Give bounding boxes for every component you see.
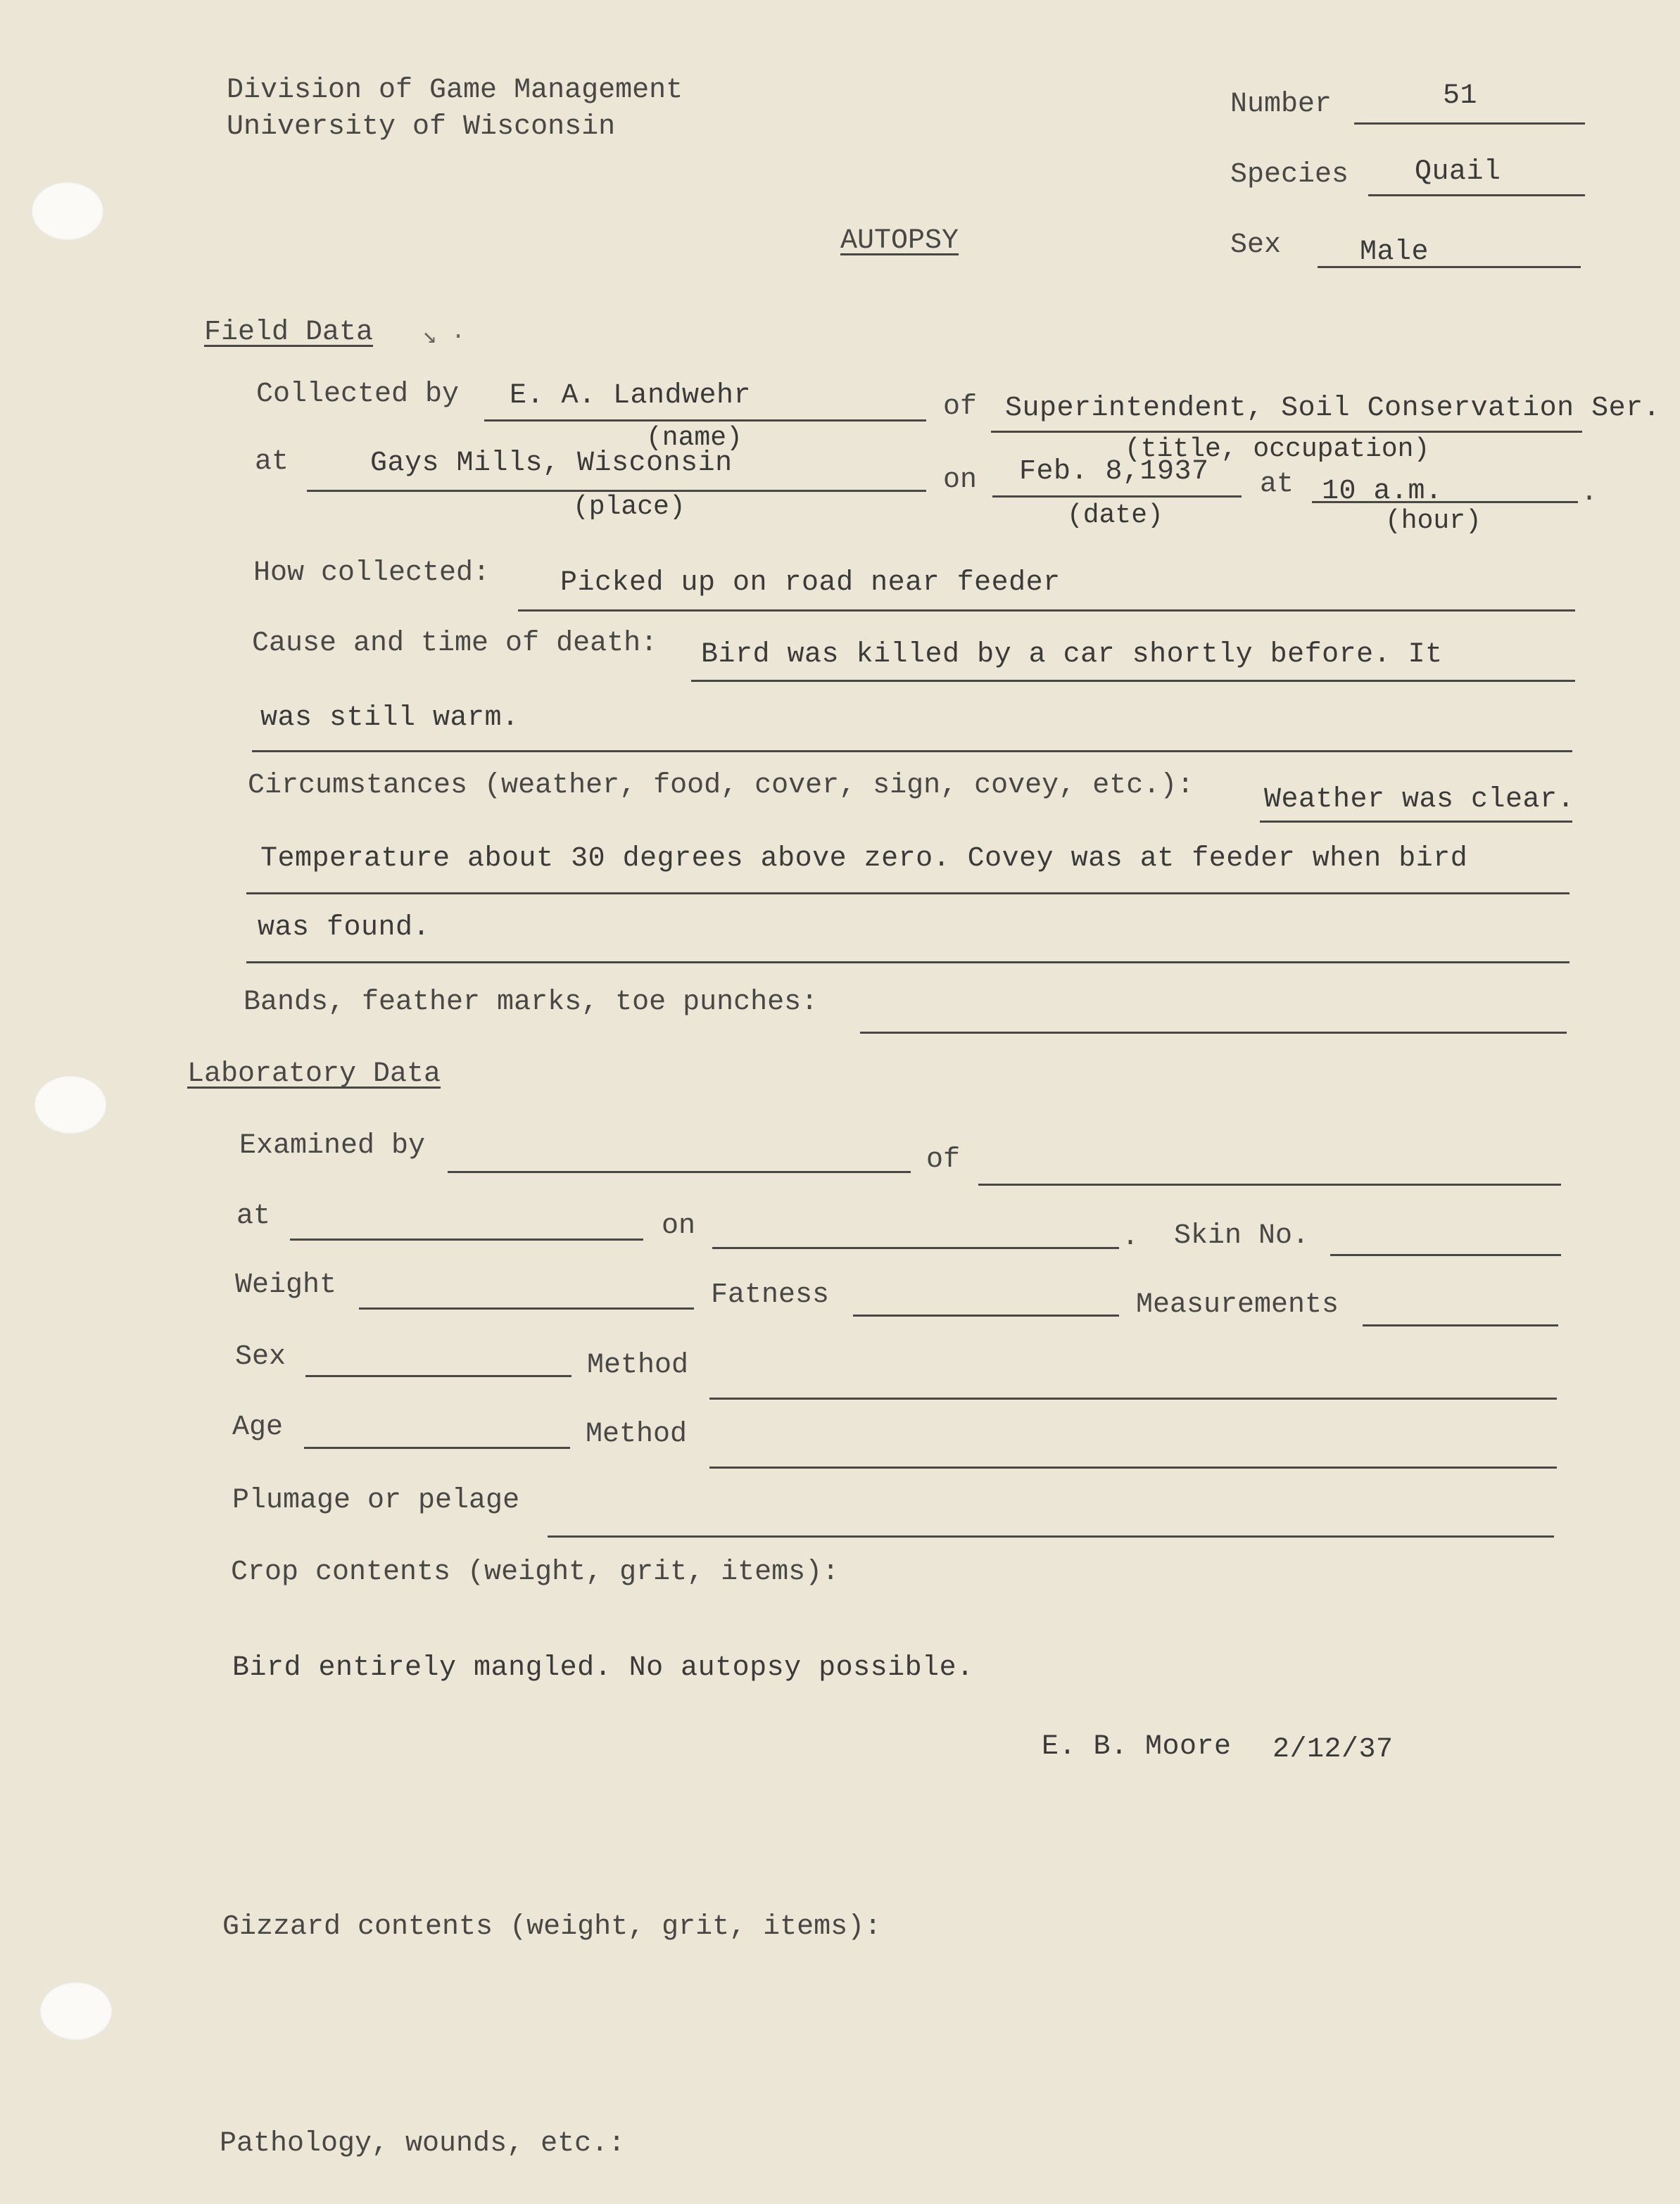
fatness-line xyxy=(853,1315,1119,1317)
of-line xyxy=(991,431,1582,433)
circumstances-value-line1: Weather was clear. xyxy=(1264,784,1575,816)
plumage-line xyxy=(548,1535,1554,1538)
crop-note: Bird entirely mangled. No autopsy possible. xyxy=(232,1652,974,1684)
bands-line xyxy=(860,1032,1567,1034)
of-value: Superintendent, Soil Conservation Ser. xyxy=(1005,393,1661,424)
number-value: 51 xyxy=(1443,80,1478,112)
name-caption: (name) xyxy=(646,423,743,453)
hour-value: 10 a.m. xyxy=(1322,476,1443,507)
skin-no-line xyxy=(1330,1254,1561,1256)
punch-hole-middle xyxy=(34,1075,107,1134)
examined-by-line xyxy=(448,1171,911,1173)
weight-label: Weight xyxy=(235,1269,337,1301)
circumstances-value-line3: was found. xyxy=(258,912,431,944)
species-value: Quail xyxy=(1415,156,1501,188)
age-method-line xyxy=(709,1467,1557,1469)
lab-on-label: on xyxy=(662,1210,696,1242)
cause-value-line1: Bird was killed by a car shortly before. It xyxy=(701,639,1443,671)
at-hour-label: at xyxy=(1260,469,1294,500)
age-line xyxy=(304,1447,570,1449)
hour-period: . xyxy=(1581,477,1598,509)
lab-sex-line xyxy=(305,1375,571,1377)
circumstances-label: Circumstances (weather, food, cover, sign, covey, etc.): xyxy=(248,770,1194,802)
how-collected-line xyxy=(518,609,1575,612)
species-line xyxy=(1368,194,1585,196)
weight-line xyxy=(359,1307,694,1310)
place-value: Gays Mills, Wisconsin xyxy=(370,448,733,479)
gizzard-label: Gizzard contents (weight, grit, items): xyxy=(222,1911,882,1943)
on-date-label: on xyxy=(943,464,978,496)
plumage-label: Plumage or pelage xyxy=(232,1485,520,1516)
cause-value-line2: was still warm. xyxy=(260,702,519,734)
circumstances-value-line2: Temperature about 30 degrees above zero. Covey was at feeder when bird xyxy=(260,843,1468,875)
lab-data-heading: Laboratory Data xyxy=(187,1058,441,1090)
sex-line xyxy=(1318,266,1581,268)
collected-by-label: Collected by xyxy=(256,379,460,410)
hour-caption: (hour) xyxy=(1385,506,1482,536)
lab-at-label: at xyxy=(236,1201,271,1232)
division-name: Division of Game Management xyxy=(227,75,683,106)
form-title: AUTOPSY xyxy=(840,225,959,257)
examined-by-label: Examined by xyxy=(239,1130,426,1162)
age-method-label: Method xyxy=(586,1419,688,1450)
punch-hole-top xyxy=(31,182,104,241)
title-caption: (title, occupation) xyxy=(1125,434,1430,464)
circumstances-line-3 xyxy=(246,961,1570,963)
how-collected-label: How collected: xyxy=(253,557,491,589)
place-caption: (place) xyxy=(573,492,686,522)
date-value: Feb. 8,1937 xyxy=(1019,456,1209,488)
age-label: Age xyxy=(232,1412,284,1443)
date-line xyxy=(992,495,1242,498)
lab-of-label: of xyxy=(926,1144,961,1176)
lab-on-line xyxy=(712,1247,1119,1249)
crop-label: Crop contents (weight, grit, items): xyxy=(231,1557,840,1588)
field-data-heading: Field Data xyxy=(204,317,374,348)
lab-on-period: . xyxy=(1122,1222,1139,1253)
measurements-line xyxy=(1363,1324,1558,1326)
measurements-label: Measurements xyxy=(1136,1289,1339,1321)
species-label: Species xyxy=(1230,159,1349,191)
date-caption: (date) xyxy=(1067,500,1163,531)
cause-line-2 xyxy=(252,750,1572,752)
pathology-label: Pathology, wounds, etc.: xyxy=(220,2128,626,2160)
cause-line-1 xyxy=(691,680,1575,682)
bands-label: Bands, feather marks, toe punches: xyxy=(244,987,819,1018)
punch-hole-bottom xyxy=(39,1982,113,2041)
sex-method-line xyxy=(709,1398,1557,1400)
signature-date: 2/12/37 xyxy=(1272,1734,1394,1766)
sex-value: Male xyxy=(1360,236,1429,268)
lab-of-line xyxy=(978,1184,1561,1186)
of-label: of xyxy=(943,391,978,423)
at-place-label: at xyxy=(255,446,289,478)
skin-no-label: Skin No. xyxy=(1174,1220,1310,1252)
university-name: University of Wisconsin xyxy=(227,111,616,143)
lab-sex-label: Sex xyxy=(235,1341,286,1373)
stray-mark: ↘ · xyxy=(422,324,466,350)
circumstances-line-2 xyxy=(246,892,1570,894)
how-collected-value: Picked up on road near feeder xyxy=(560,567,1061,599)
sex-label: Sex xyxy=(1230,229,1282,261)
sex-method-label: Method xyxy=(587,1350,689,1381)
collected-by-value: E. A. Landwehr xyxy=(510,380,752,412)
fatness-label: Fatness xyxy=(711,1279,830,1311)
signature: E. B. Moore xyxy=(1042,1731,1232,1763)
circumstances-line-1 xyxy=(1260,821,1572,823)
cause-label: Cause and time of death: xyxy=(252,628,658,659)
lab-at-line xyxy=(290,1239,643,1241)
number-line xyxy=(1354,122,1585,125)
collected-by-line xyxy=(484,419,926,422)
number-label: Number xyxy=(1230,89,1332,120)
